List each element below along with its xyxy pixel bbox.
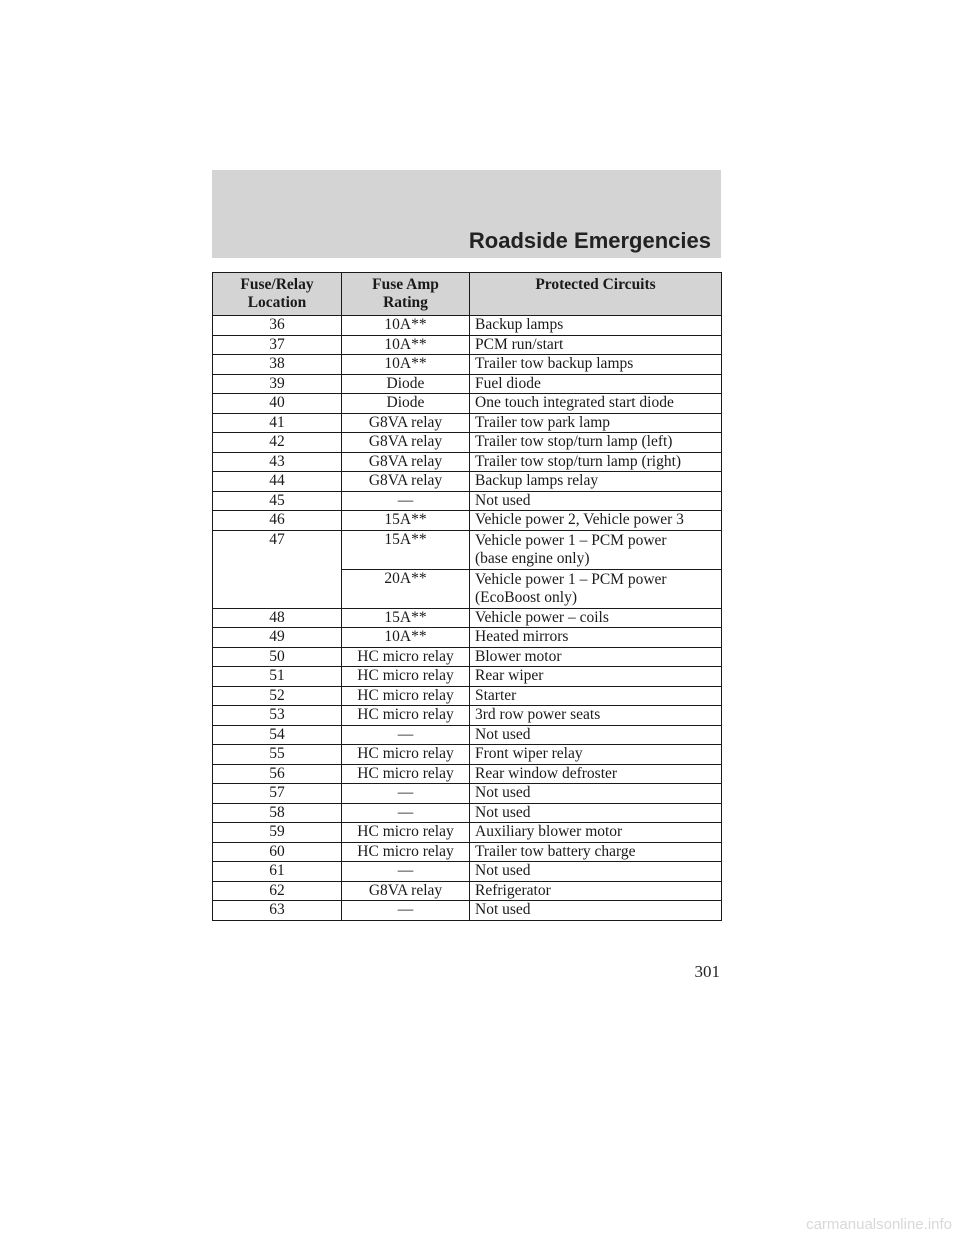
table-row (213, 823, 722, 843)
table-row (213, 491, 722, 511)
cell-rating: — (342, 491, 470, 511)
cell-protected-circuit: Not used (470, 491, 722, 511)
cell-rating: HC micro relay (342, 706, 470, 726)
cell-rating: — (342, 901, 470, 921)
cell-protected-circuit: Front wiper relay (470, 745, 722, 765)
cell-rating: — (342, 862, 470, 882)
cell-location: 49 (213, 628, 342, 648)
table-row (213, 764, 722, 784)
table-row (213, 881, 722, 901)
cell-location: 53 (213, 706, 342, 726)
cell-protected-circuit: Trailer tow stop/turn lamp (left) (470, 433, 722, 453)
cell-rating: HC micro relay (342, 667, 470, 687)
cell-rating: HC micro relay (342, 764, 470, 784)
section-title: Roadside Emergencies (468, 228, 711, 253)
table-row (213, 433, 722, 453)
cell-rating: 10A** (342, 628, 470, 648)
table-row (213, 842, 722, 862)
column-header-circuits: Protected Circuits (470, 273, 722, 316)
cell-protected-circuit: Fuel diode (470, 374, 722, 394)
cell-protected-circuit: 3rd row power seats (470, 706, 722, 726)
cell-protected-circuit: Not used (470, 901, 722, 921)
cell-rating: HC micro relay (342, 842, 470, 862)
cell-protected-circuit: Rear wiper (470, 667, 722, 687)
cell-protected-circuit: Trailer tow backup lamps (470, 355, 722, 375)
column-header-rating: Fuse Amp Rating (342, 273, 470, 316)
cell-protected-circuit: One touch integrated start diode (470, 394, 722, 414)
cell-location: 52 (213, 686, 342, 706)
cell-rating: — (342, 803, 470, 823)
cell-rating: 15A** (342, 530, 470, 569)
table-row (213, 862, 722, 882)
column-header-location: Fuse/Relay Location (213, 273, 342, 316)
cell-rating: Diode (342, 374, 470, 394)
table-row (213, 511, 722, 531)
cell-location: 48 (213, 608, 342, 628)
cell-protected-circuit: Backup lamps relay (470, 472, 722, 492)
table-row (213, 413, 722, 433)
cell-protected-circuit: Not used (470, 862, 722, 882)
cell-rating: 15A** (342, 608, 470, 628)
table-row (213, 803, 722, 823)
table-row (213, 472, 722, 492)
cell-location: 47 (213, 530, 342, 608)
cell-protected-circuit: Heated mirrors (470, 628, 722, 648)
cell-rating: — (342, 725, 470, 745)
watermark: carmanualsonline.info (806, 1216, 952, 1233)
table-row (213, 316, 722, 336)
cell-rating: Diode (342, 394, 470, 414)
page-number: 301 (694, 962, 720, 981)
cell-location: 37 (213, 335, 342, 355)
fuse-relay-table (212, 272, 722, 921)
cell-rating: G8VA relay (342, 452, 470, 472)
cell-location: 63 (213, 901, 342, 921)
cell-protected-circuit: Not used (470, 725, 722, 745)
table-row (213, 530, 722, 569)
cell-rating: 15A** (342, 511, 470, 531)
cell-rating: 20A** (342, 569, 470, 608)
cell-rating: HC micro relay (342, 745, 470, 765)
cell-location: 61 (213, 862, 342, 882)
cell-location: 57 (213, 784, 342, 804)
cell-location: 54 (213, 725, 342, 745)
cell-location: 41 (213, 413, 342, 433)
cell-protected-circuit: Vehicle power 1 – PCM power (EcoBoost only) (470, 569, 722, 608)
table-row (213, 901, 722, 921)
cell-protected-circuit: Not used (470, 803, 722, 823)
table-row (213, 686, 722, 706)
table-header-row (213, 273, 722, 316)
cell-location: 43 (213, 452, 342, 472)
table-row (213, 745, 722, 765)
cell-location: 59 (213, 823, 342, 843)
cell-rating: G8VA relay (342, 881, 470, 901)
cell-protected-circuit: Rear window defroster (470, 764, 722, 784)
cell-protected-circuit: Vehicle power 1 – PCM power (base engine only) (470, 530, 722, 569)
table-row (213, 608, 722, 628)
cell-protected-circuit: Vehicle power – coils (470, 608, 722, 628)
cell-protected-circuit: Trailer tow park lamp (470, 413, 722, 433)
section-header-band (212, 170, 721, 258)
table-row (213, 647, 722, 667)
cell-protected-circuit: Trailer tow stop/turn lamp (right) (470, 452, 722, 472)
cell-protected-circuit: Starter (470, 686, 722, 706)
cell-rating: HC micro relay (342, 823, 470, 843)
cell-location: 42 (213, 433, 342, 453)
cell-location: 50 (213, 647, 342, 667)
cell-location: 40 (213, 394, 342, 414)
table-row (213, 374, 722, 394)
cell-location: 60 (213, 842, 342, 862)
table-row (213, 355, 722, 375)
table-row (213, 335, 722, 355)
cell-location: 44 (213, 472, 342, 492)
cell-rating: HC micro relay (342, 647, 470, 667)
cell-location: 38 (213, 355, 342, 375)
cell-rating: 10A** (342, 335, 470, 355)
cell-location: 55 (213, 745, 342, 765)
cell-protected-circuit: Backup lamps (470, 316, 722, 336)
table-row (213, 667, 722, 687)
cell-rating: G8VA relay (342, 413, 470, 433)
cell-rating: G8VA relay (342, 472, 470, 492)
table-row (213, 452, 722, 472)
cell-location: 46 (213, 511, 342, 531)
cell-protected-circuit: PCM run/start (470, 335, 722, 355)
cell-location: 45 (213, 491, 342, 511)
cell-rating: — (342, 784, 470, 804)
cell-location: 51 (213, 667, 342, 687)
cell-protected-circuit: Refrigerator (470, 881, 722, 901)
cell-rating: HC micro relay (342, 686, 470, 706)
cell-protected-circuit: Vehicle power 2, Vehicle power 3 (470, 511, 722, 531)
cell-protected-circuit: Trailer tow battery charge (470, 842, 722, 862)
table-row (213, 394, 722, 414)
table-row (213, 628, 722, 648)
cell-rating: G8VA relay (342, 433, 470, 453)
cell-rating: 10A** (342, 355, 470, 375)
cell-protected-circuit: Not used (470, 784, 722, 804)
cell-rating: 10A** (342, 316, 470, 336)
cell-location: 56 (213, 764, 342, 784)
cell-location: 58 (213, 803, 342, 823)
cell-location: 36 (213, 316, 342, 336)
cell-protected-circuit: Auxiliary blower motor (470, 823, 722, 843)
table-body (213, 316, 722, 921)
table-row (213, 725, 722, 745)
cell-location: 39 (213, 374, 342, 394)
table-row (213, 784, 722, 804)
cell-protected-circuit: Blower motor (470, 647, 722, 667)
table-row (213, 706, 722, 726)
cell-location: 62 (213, 881, 342, 901)
